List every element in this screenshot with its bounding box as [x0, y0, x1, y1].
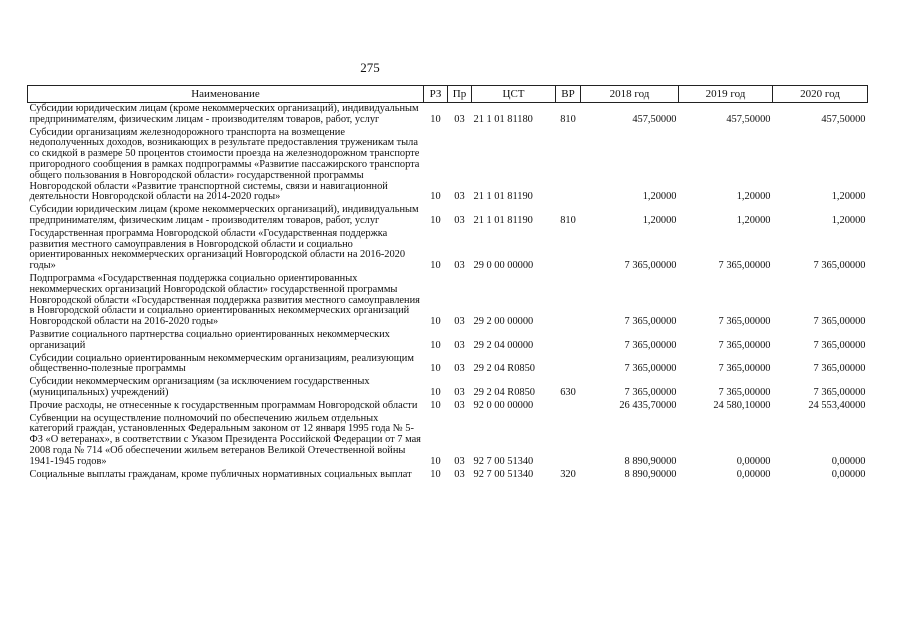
row-cst: 29 2 00 00000	[473, 316, 534, 328]
row-pr: 03	[454, 386, 465, 398]
row-pr: 03	[454, 214, 465, 226]
budget-table	[27, 85, 868, 481]
row-cst: 21 1 01 81190	[473, 214, 533, 226]
table-row	[28, 228, 868, 273]
row-2019: 1,20000	[736, 214, 771, 226]
row-pr: 03	[454, 191, 465, 203]
row-vr	[556, 329, 581, 353]
header-2018: 2018 год	[581, 86, 679, 103]
header-rz: РЗ	[424, 86, 448, 103]
header-vr: ВР	[556, 86, 581, 103]
table-row	[28, 273, 868, 329]
row-vr	[556, 273, 581, 329]
row-2018: 8 890,90000	[624, 455, 677, 467]
row-name: Социальные выплаты гражданам, кроме публичных нормативных социальных выплат	[29, 468, 412, 480]
row-2018: 7 365,00000	[624, 339, 677, 351]
row-2018: 8 890,90000	[624, 468, 677, 480]
row-2018: 7 365,00000	[624, 363, 677, 375]
row-2018: 7 365,00000	[624, 386, 677, 398]
row-cst: 21 1 01 81180	[473, 113, 533, 125]
row-2018: 1,20000	[642, 214, 677, 226]
row-cst: 29 2 04 R0850	[473, 363, 535, 375]
table-row	[28, 400, 868, 413]
table-header	[28, 86, 868, 103]
row-rz: 10	[430, 386, 441, 398]
row-2020: 457,50000	[821, 113, 866, 125]
row-2018: 26 435,70000	[619, 399, 677, 411]
row-cst: 29 2 04 R0850	[473, 386, 535, 398]
header-2019: 2019 год	[679, 86, 773, 103]
row-cst: 29 0 00 00000	[473, 260, 534, 272]
row-2019: 24 580,10000	[713, 399, 771, 411]
row-pr: 03	[454, 316, 465, 328]
header-name: Наименование	[28, 86, 424, 103]
row-vr	[556, 353, 581, 377]
row-2019: 7 365,00000	[718, 316, 771, 328]
row-2019: 0,00000	[736, 468, 771, 480]
row-rz: 10	[430, 399, 441, 411]
row-rz: 10	[430, 339, 441, 351]
row-vr: 630	[560, 386, 576, 398]
row-cst: 92 0 00 00000	[473, 399, 534, 411]
row-pr: 03	[454, 399, 465, 411]
row-name: Субсидии организациям железнодорожного транспорта на возмещение недополученных доходов, возникающих в результате предоставления труженикам тыла со скидкой в размере 50 процентов стоимости проезда на железнодорожном транспорте пригородного сообщения в рамках подпрограммы «Развитие пассажирского транспорта общего пользования в Новгородской области» государственной программы Новгородской области «Развитие транспортной системы, связи и навигационной деятельности Новгородской области на 2014-2020 годы»	[29, 126, 420, 203]
row-2018: 7 365,00000	[624, 316, 677, 328]
row-name: Субвенции на осуществление полномочий по обеспечению жильем отдельных категорий граждан, установленных Федеральным законом от 12 января 1995 года № 5-ФЗ «О ветеранах», в соответствии с Указом Президента Российской Федерации от 7 мая 2008 года № 714 «Об обеспечении жильем ветеранов Великой Отечественной войны 1941-1945 годов»	[29, 412, 421, 467]
row-name: Государственная программа Новгородской области «Государственная поддержка развития местного самоуправления в Новгородской области и социально ориентированных некоммерческих организаций Новгородской области на 2016-2020 годы»	[29, 227, 406, 272]
row-2020: 7 365,00000	[813, 363, 866, 375]
row-rz: 10	[430, 316, 441, 328]
row-2020: 1,20000	[831, 191, 866, 203]
row-name: Субсидии социально ориентированным некоммерческим организациям, реализующим общественно-полезные программы	[29, 352, 414, 375]
row-cst: 21 1 01 81190	[473, 191, 533, 203]
header-cst: ЦСТ	[472, 86, 556, 103]
table-row	[28, 204, 868, 228]
row-vr: 810	[560, 113, 576, 125]
row-vr: 810	[560, 214, 576, 226]
table-row	[28, 353, 868, 377]
row-cst: 29 2 04 00000	[473, 339, 534, 351]
row-2018: 457,50000	[632, 113, 677, 125]
header-pr: Пр	[448, 86, 472, 103]
row-name: Подпрограмма «Государственная поддержка социально ориентированных некоммерческих организаций Новгородской области» государственной программы Новгородской области «Государственная поддержка развития местного самоуправления в Новгородской области и социально ориентированных некоммерческих организаций Новгородской области на 2016-2020 годы»	[29, 272, 420, 328]
row-2019: 7 365,00000	[718, 260, 771, 272]
row-2020: 7 365,00000	[813, 339, 866, 351]
row-name: Субсидии юридическим лицам (кроме некоммерческих организаций), индивидуальным предпринимателям, физическим лицам - производителям товаров, работ, услуг	[29, 204, 419, 226]
row-pr: 03	[454, 339, 465, 351]
row-2019: 7 365,00000	[718, 363, 771, 375]
row-2018: 1,20000	[642, 191, 677, 203]
row-2020: 0,00000	[831, 468, 866, 480]
row-vr: 320	[560, 468, 576, 480]
row-pr: 03	[454, 455, 465, 467]
row-rz: 10	[430, 468, 441, 480]
row-2020: 0,00000	[831, 455, 866, 467]
row-rz: 10	[430, 260, 441, 272]
header-2020: 2020 год	[773, 86, 868, 103]
row-name: Прочие расходы, не отнесенные к государственным программам Новгородской области	[29, 399, 418, 411]
row-2018: 7 365,00000	[624, 260, 677, 272]
page-number: 275	[360, 60, 380, 75]
row-2019: 457,50000	[726, 113, 771, 125]
row-rz: 10	[430, 455, 441, 467]
row-rz: 10	[430, 363, 441, 375]
row-2019: 1,20000	[736, 191, 771, 203]
row-name: Субсидии некоммерческим организациям (за исключением государственных (муниципальных) учреждений)	[29, 376, 370, 398]
row-rz: 10	[430, 191, 441, 203]
row-pr: 03	[454, 363, 465, 375]
row-2019: 7 365,00000	[718, 386, 771, 398]
row-rz: 10	[430, 214, 441, 226]
row-vr	[556, 413, 581, 469]
table-row	[28, 329, 868, 353]
row-pr: 03	[454, 260, 465, 272]
row-vr	[556, 228, 581, 273]
table-row	[28, 469, 868, 482]
row-vr	[556, 400, 581, 413]
row-2020: 24 553,40000	[808, 399, 866, 411]
row-pr: 03	[454, 468, 465, 480]
row-cst: 92 7 00 51340	[473, 455, 534, 467]
row-name: Субсидии юридическим лицам (кроме некоммерческих организаций), индивидуальным предпринимателям, физическим лицам - производителям товаров, работ, услуг	[29, 103, 419, 125]
row-2020: 7 365,00000	[813, 260, 866, 272]
row-vr	[556, 127, 581, 205]
table-row	[28, 127, 868, 205]
row-pr: 03	[454, 113, 465, 125]
row-name: Развитие социального партнерства социально ориентированных некоммерческих организаций	[29, 328, 390, 351]
row-2020: 7 365,00000	[813, 316, 866, 328]
table-row	[28, 376, 868, 400]
row-2019: 0,00000	[736, 455, 771, 467]
row-2019: 7 365,00000	[718, 339, 771, 351]
row-cst: 92 7 00 51340	[473, 468, 534, 480]
row-rz: 10	[430, 113, 441, 125]
row-2020: 1,20000	[831, 214, 866, 226]
table-row	[28, 413, 868, 469]
table-row	[28, 103, 868, 127]
row-2020: 7 365,00000	[813, 386, 866, 398]
